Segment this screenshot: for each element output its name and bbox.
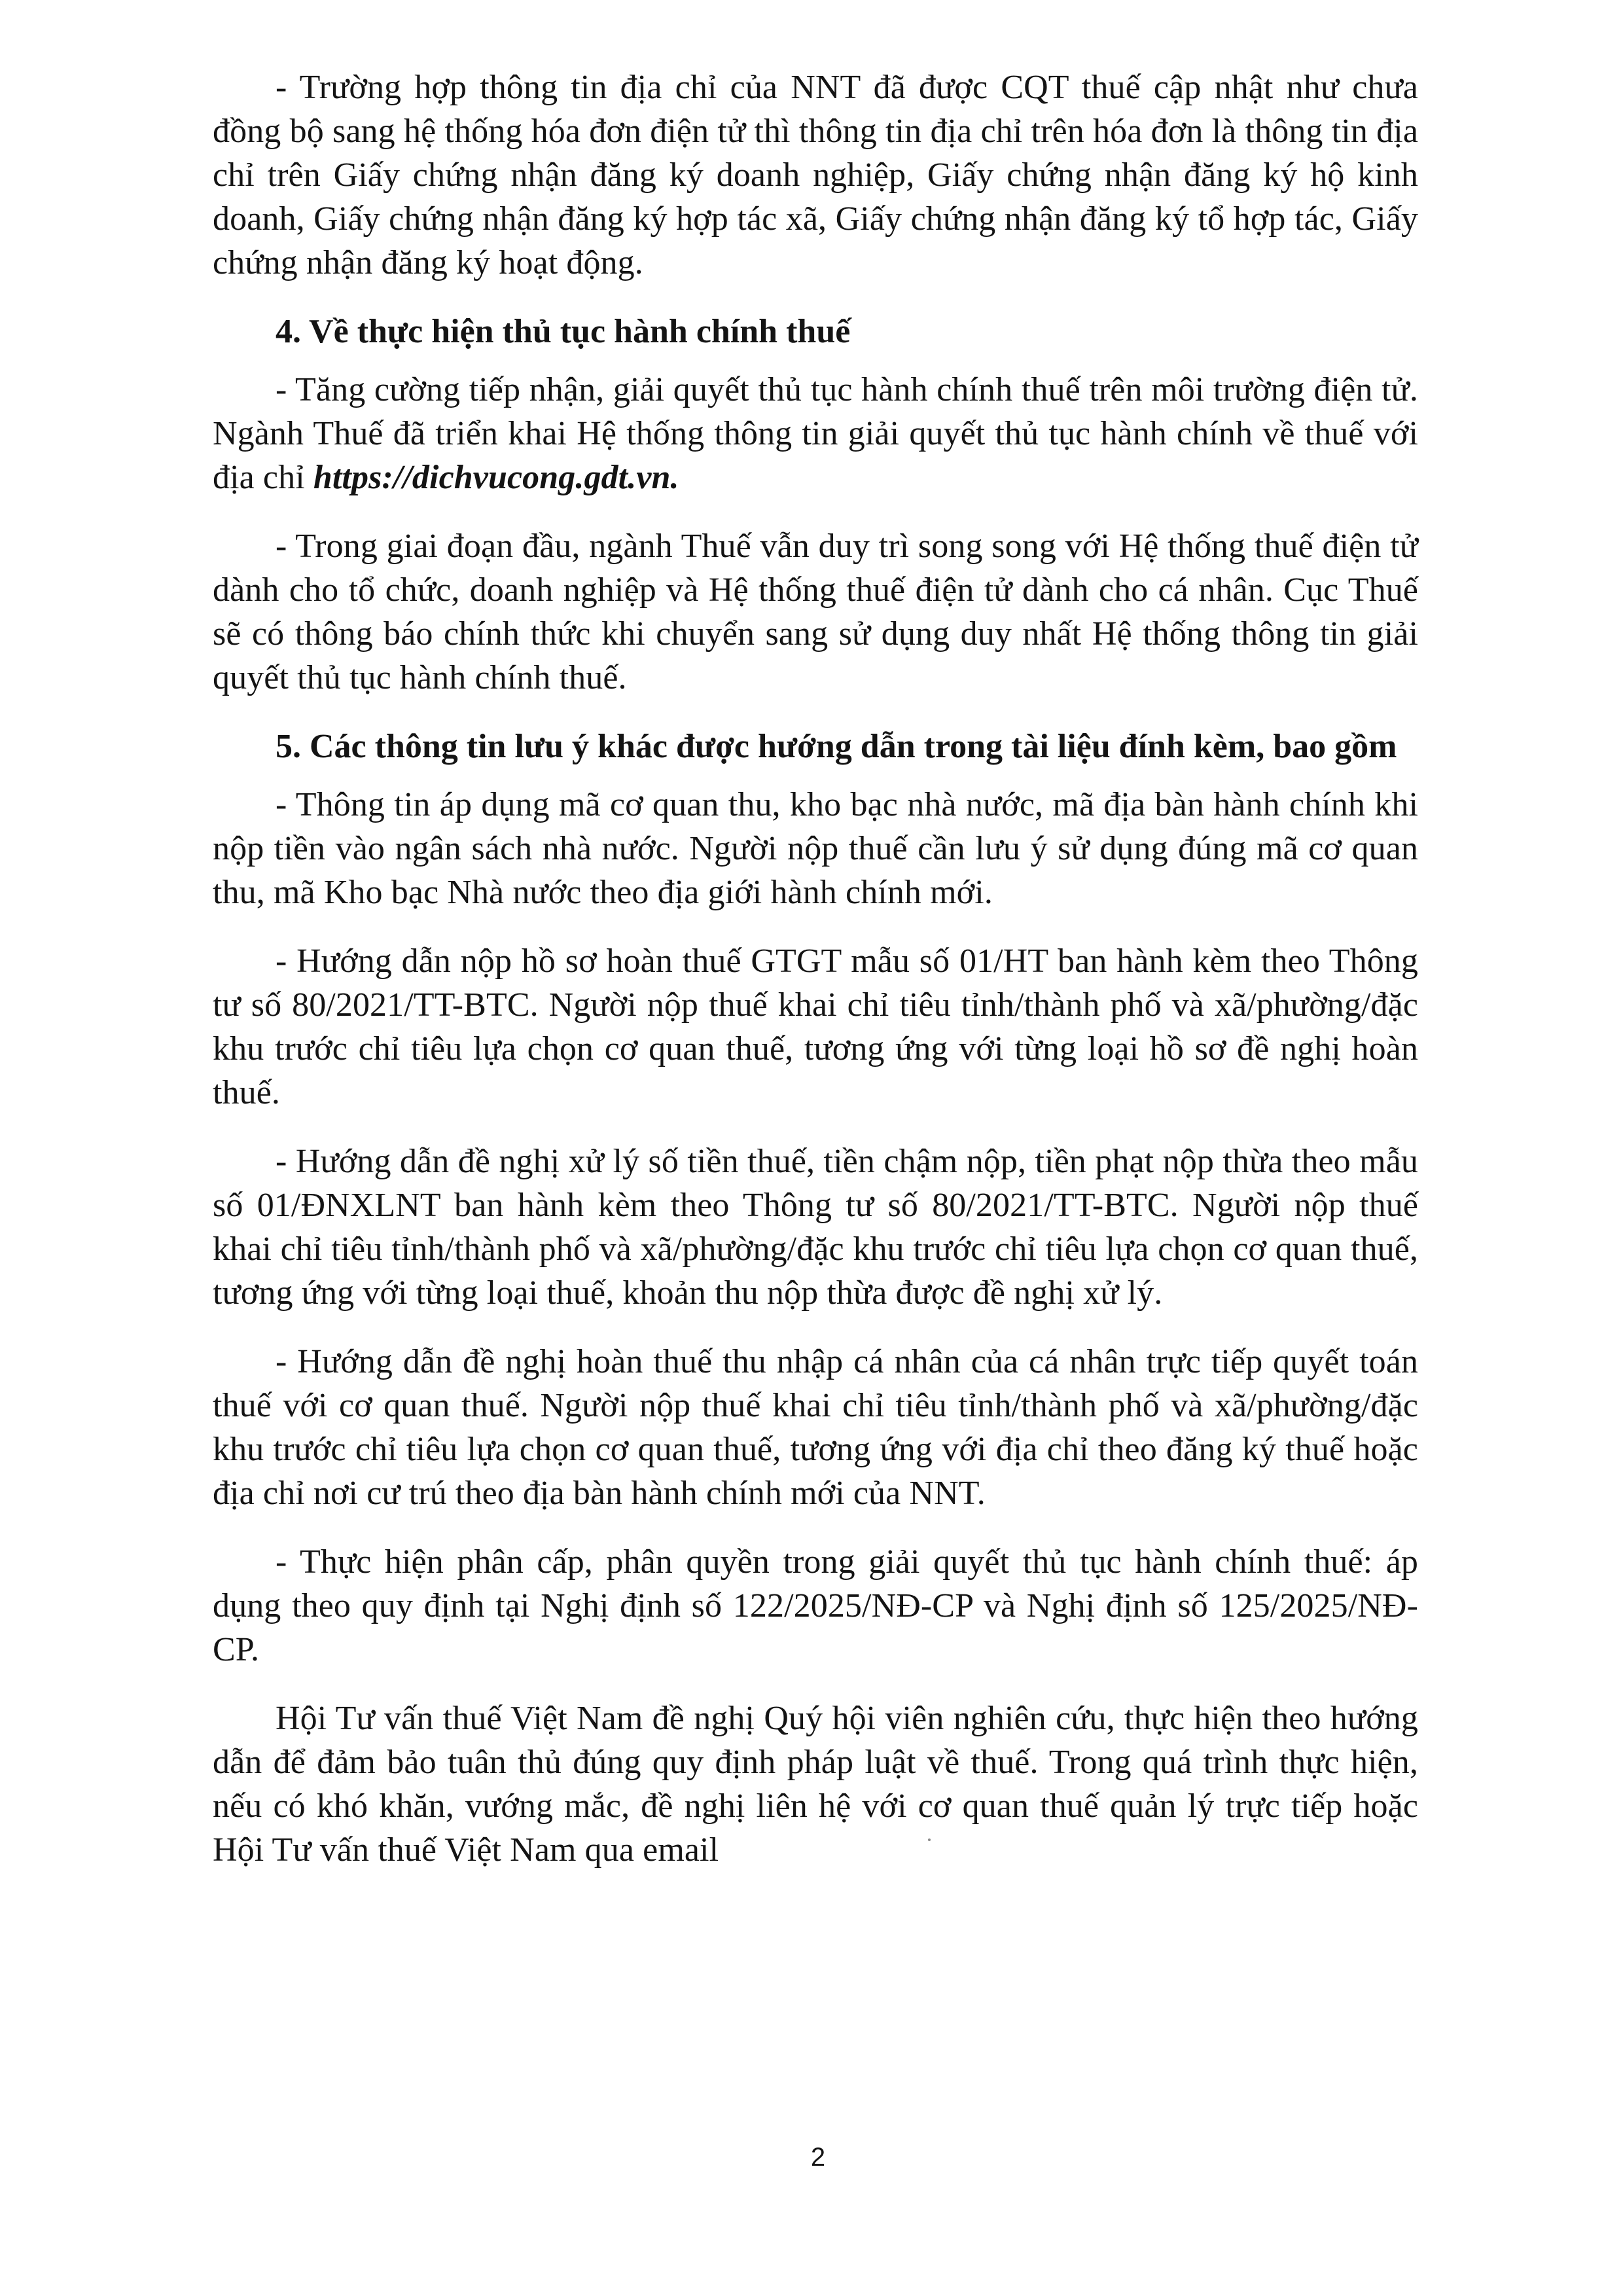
paragraph-overpayment: - Hướng dẫn đề nghị xử lý số tiền thuế, tiền chậm nộp, tiền phạt nộp thừa theo mẫu số 01/ĐNXLNT ban hành kèm theo Thông tư số 80/2021/TT-BTC. Người nộp thuế khai chỉ tiêu tỉnh/thành phố và xã/phường/đặc khu trước chỉ tiêu lựa chọn cơ quan thuế, tương ứng với từng loại thuế, khoản thu nộp thừa được đề nghị xử lý.: [213, 1143, 1418, 1312]
paragraph-online-procedures: [213, 368, 1418, 499]
paragraph-revenue-codes: - Thông tin áp dụng mã cơ quan thu, kho bạc nhà nước, mã địa bàn hành chính khi nộp tiền vào ngân sách nhà nước. Người nộp thuế cần lưu ý sử dụng đúng mã cơ quan thu, mã Kho bạc Nhà nước theo địa giới hành chính mới.: [213, 786, 1418, 911]
paragraph-parallel-systems: - Trong giai đoạn đầu, ngành Thuế vẫn duy trì song song với Hệ thống thuế điện tử dành cho tổ chức, doanh nghiệp và Hệ thống thuế điện tử dành cho cá nhân. Cục Thuế sẽ có thông báo chính thức khi chuyển sang sử dụng duy nhất Hệ thống thông tin giải quyết thủ tục hành chính thuế.: [213, 528, 1418, 696]
paragraph-vat-refund: - Hướng dẫn nộp hồ sơ hoàn thuế GTGT mẫu số 01/HT ban hành kèm theo Thông tư số 80/2021/TT-BTC. Người nộp thuế khai chỉ tiêu tỉnh/thành phố và xã/phường/đặc khu trước chỉ tiêu lựa chọn cơ quan thuế, tương ứng với từng loại hồ sơ đề nghị hoàn thuế.: [213, 942, 1418, 1111]
paragraph-closing: Hội Tư vấn thuế Việt Nam đề nghị Quý hội viên nghiên cứu, thực hiện theo hướng dẫn để đảm bảo tuân thủ đúng quy định pháp luật về thuế. Trong quá trình thực hiện, nếu có khó khăn, vướng mắc, đề nghị liên hệ với cơ quan thuế quản lý trực tiếp hoặc Hội Tư vấn thuế Việt Nam qua email: [213, 1700, 1418, 1869]
dichvucong-link[interactable]: https://dichvucong.gdt.vn.: [313, 459, 679, 496]
section-4-heading: 4. Về thực hiện thủ tục hành chính thuế: [276, 313, 851, 350]
document-body: [213, 65, 1418, 1897]
paragraph-address-sync: - Trường hợp thông tin địa chỉ của NNT đã được CQT thuế cập nhật như chưa đồng bộ sang hệ thống hóa đơn điện tử thì thông tin địa chỉ trên hóa đơn là thông tin địa chỉ trên Giấy chứng nhận đăng ký doanh nghiệp, Giấy chứng nhận đăng ký hộ kinh doanh, Giấy chứng nhận đăng ký hợp tác xã, Giấy chứng nhận đăng ký tổ hợp tác, Giấy chứng nhận đăng ký hoạt động.: [213, 69, 1418, 281]
scan-speck: [928, 1839, 931, 1841]
page-number: 2: [810, 2143, 826, 2172]
paragraph-online-procedures-text: - Tăng cường tiếp nhận, giải quyết thủ tục hành chính thuế trên môi trường điện tử. Ngành Thuế đã triển khai Hệ thống thông tin giải quyết thủ tục hành chính về thuế với địa chỉ: [213, 371, 1418, 496]
section-5-heading: 5. Các thông tin lưu ý khác được hướng dẫn trong tài liệu đính kèm, bao gồm: [276, 728, 1397, 765]
paragraph-decentralization: - Thực hiện phân cấp, phân quyền trong giải quyết thủ tục hành chính thuế: áp dụng theo quy định tại Nghị định số 122/2025/NĐ-CP và Nghị định số 125/2025/NĐ-CP.: [213, 1543, 1418, 1668]
paragraph-pit-refund: - Hướng dẫn đề nghị hoàn thuế thu nhập cá nhân của cá nhân trực tiếp quyết toán thuế với cơ quan thuế. Người nộp thuế khai chỉ tiêu tỉnh/thành phố và xã/phường/đặc khu trước chỉ tiêu lựa chọn cơ quan thuế, tương ứng với địa chỉ theo đăng ký thuế hoặc địa chỉ nơi cư trú theo địa bàn hành chính mới của NNT.: [213, 1343, 1418, 1512]
